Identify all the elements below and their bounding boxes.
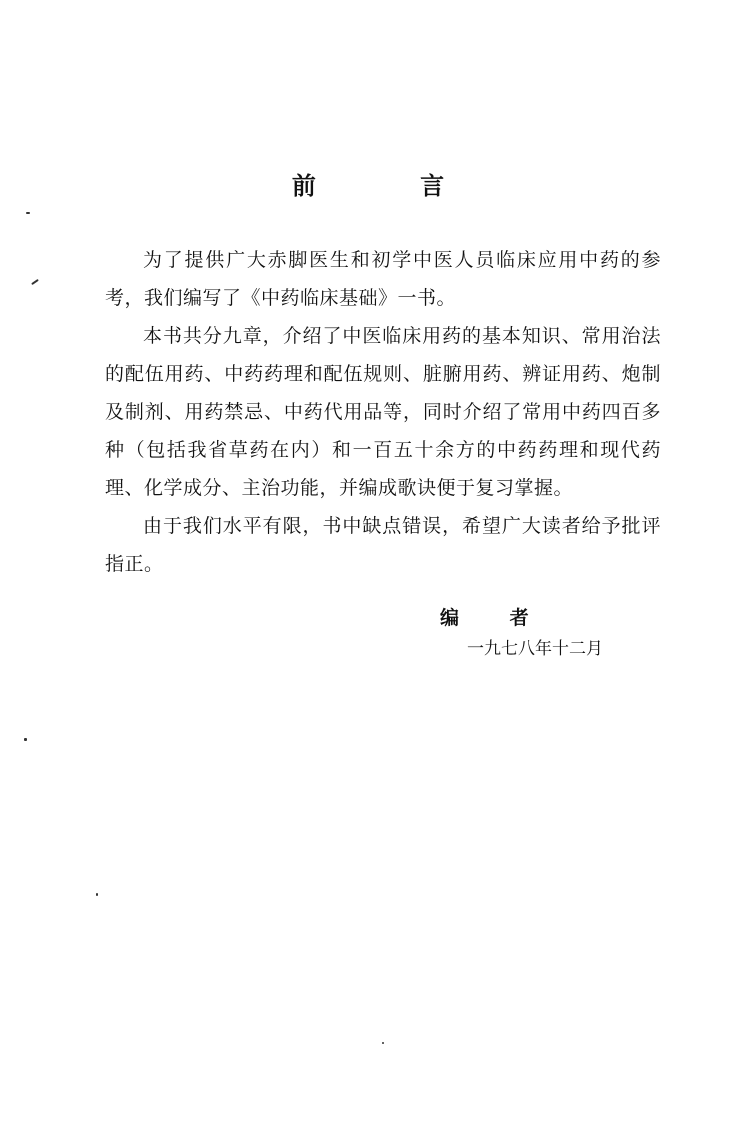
paragraph-1: 为了提供广大赤脚医生和初学中医人员临床应用中药的参考，我们编写了《中药临床基础》一书。 (105, 249, 661, 309)
scan-speck (96, 893, 98, 896)
author-signature: 编 者 (440, 607, 551, 629)
page-title: 前 言 (291, 171, 493, 200)
scan-speck (26, 212, 30, 214)
preface-body (105, 241, 661, 583)
date-line: 一九七八年十二月 (467, 639, 603, 659)
scan-speck (31, 279, 39, 285)
paragraph-3: 由于我们水平有限，书中缺点错误，希望广大读者给予批评指正。 (105, 515, 661, 575)
scan-speck (382, 1042, 384, 1044)
paragraph-2: 本书共分九章，介绍了中医临床用药的基本知识、常用治法的配伍用药、中药药理和配伍规则、脏腑用药、辨证用药、炮制及制剂、用药禁忌、中药代用品等，同时介绍了常用中药四百多种（包括我省草药在内）和一百五十余方的中药药理和现代药理、化学成分、主治功能，并编成歌诀便于复习掌握。 (105, 325, 661, 499)
scan-speck (24, 738, 27, 741)
